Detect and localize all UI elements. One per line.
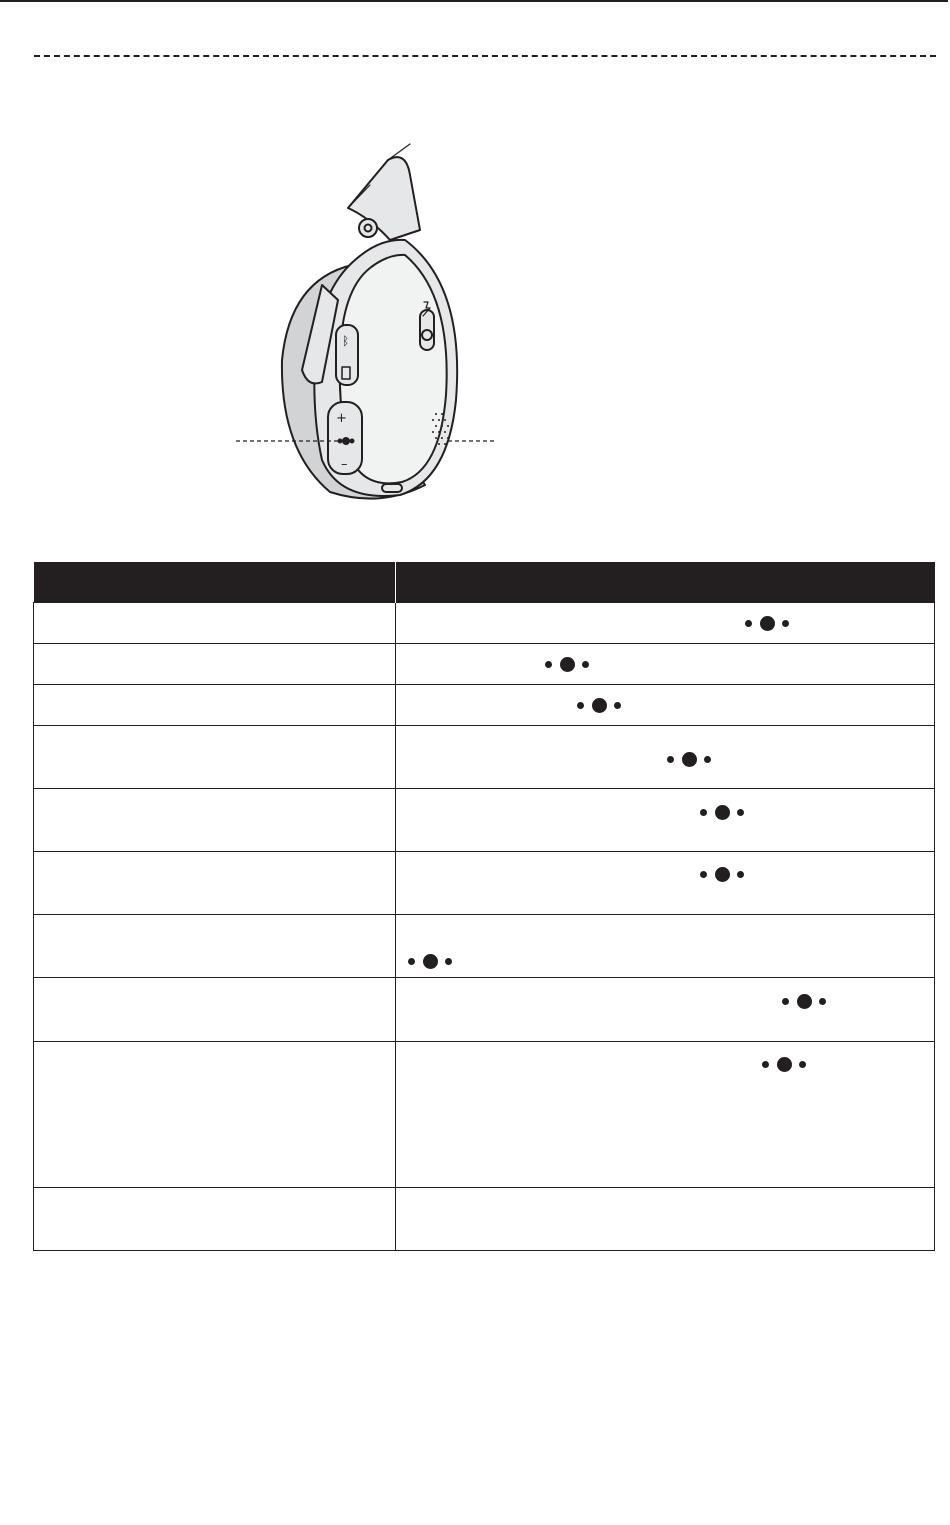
function-column-header xyxy=(34,562,396,603)
table-row xyxy=(34,603,935,644)
function-cell xyxy=(34,1042,396,1188)
multi-function-button-icon xyxy=(697,801,749,823)
multi-function-button-icon xyxy=(759,1053,811,1075)
multi-function-button-icon xyxy=(664,748,716,770)
action-cell xyxy=(396,978,935,1042)
table-row xyxy=(34,644,935,685)
table-header-row xyxy=(34,562,935,603)
action-cell xyxy=(396,726,935,789)
controls-table xyxy=(33,562,935,1251)
volume-down-icon: – xyxy=(341,457,348,472)
table-row xyxy=(34,978,935,1042)
table-row xyxy=(34,789,935,852)
multi-function-button-icon xyxy=(574,694,626,716)
action-column-header xyxy=(396,562,935,603)
table-row xyxy=(34,1188,935,1251)
action-cell xyxy=(396,685,935,726)
section-divider xyxy=(34,55,936,57)
table-row xyxy=(34,726,935,789)
function-cell xyxy=(34,685,396,726)
multi-function-button-icon xyxy=(697,863,749,885)
action-cell xyxy=(396,603,935,644)
action-cell xyxy=(396,1042,935,1188)
multi-function-button-dot xyxy=(343,438,349,444)
function-cell xyxy=(34,915,396,978)
multi-function-button-icon xyxy=(742,612,794,634)
action-cell xyxy=(396,1188,935,1251)
action-cell xyxy=(396,852,935,915)
function-cell xyxy=(34,603,396,644)
volume-up-icon: + xyxy=(336,411,347,426)
table-row xyxy=(34,852,935,915)
multi-function-button-icon xyxy=(405,950,457,972)
multi-function-button-icon xyxy=(779,990,831,1012)
table-row xyxy=(34,1042,935,1188)
function-cell xyxy=(34,852,396,915)
headphone-illustration xyxy=(220,130,520,510)
function-cell xyxy=(34,726,396,789)
function-cell xyxy=(34,644,396,685)
function-cell xyxy=(34,789,396,852)
action-cell xyxy=(396,915,935,978)
function-cell xyxy=(34,978,396,1042)
hinge-icon xyxy=(359,219,377,237)
table-row xyxy=(34,685,935,726)
top-rule xyxy=(0,0,948,2)
table-row xyxy=(34,915,935,978)
action-cell xyxy=(396,789,935,852)
bluetooth-icon: ᛒ xyxy=(342,334,350,348)
action-cell xyxy=(396,644,935,685)
multi-function-button-icon xyxy=(542,653,594,675)
function-cell xyxy=(34,1188,396,1251)
